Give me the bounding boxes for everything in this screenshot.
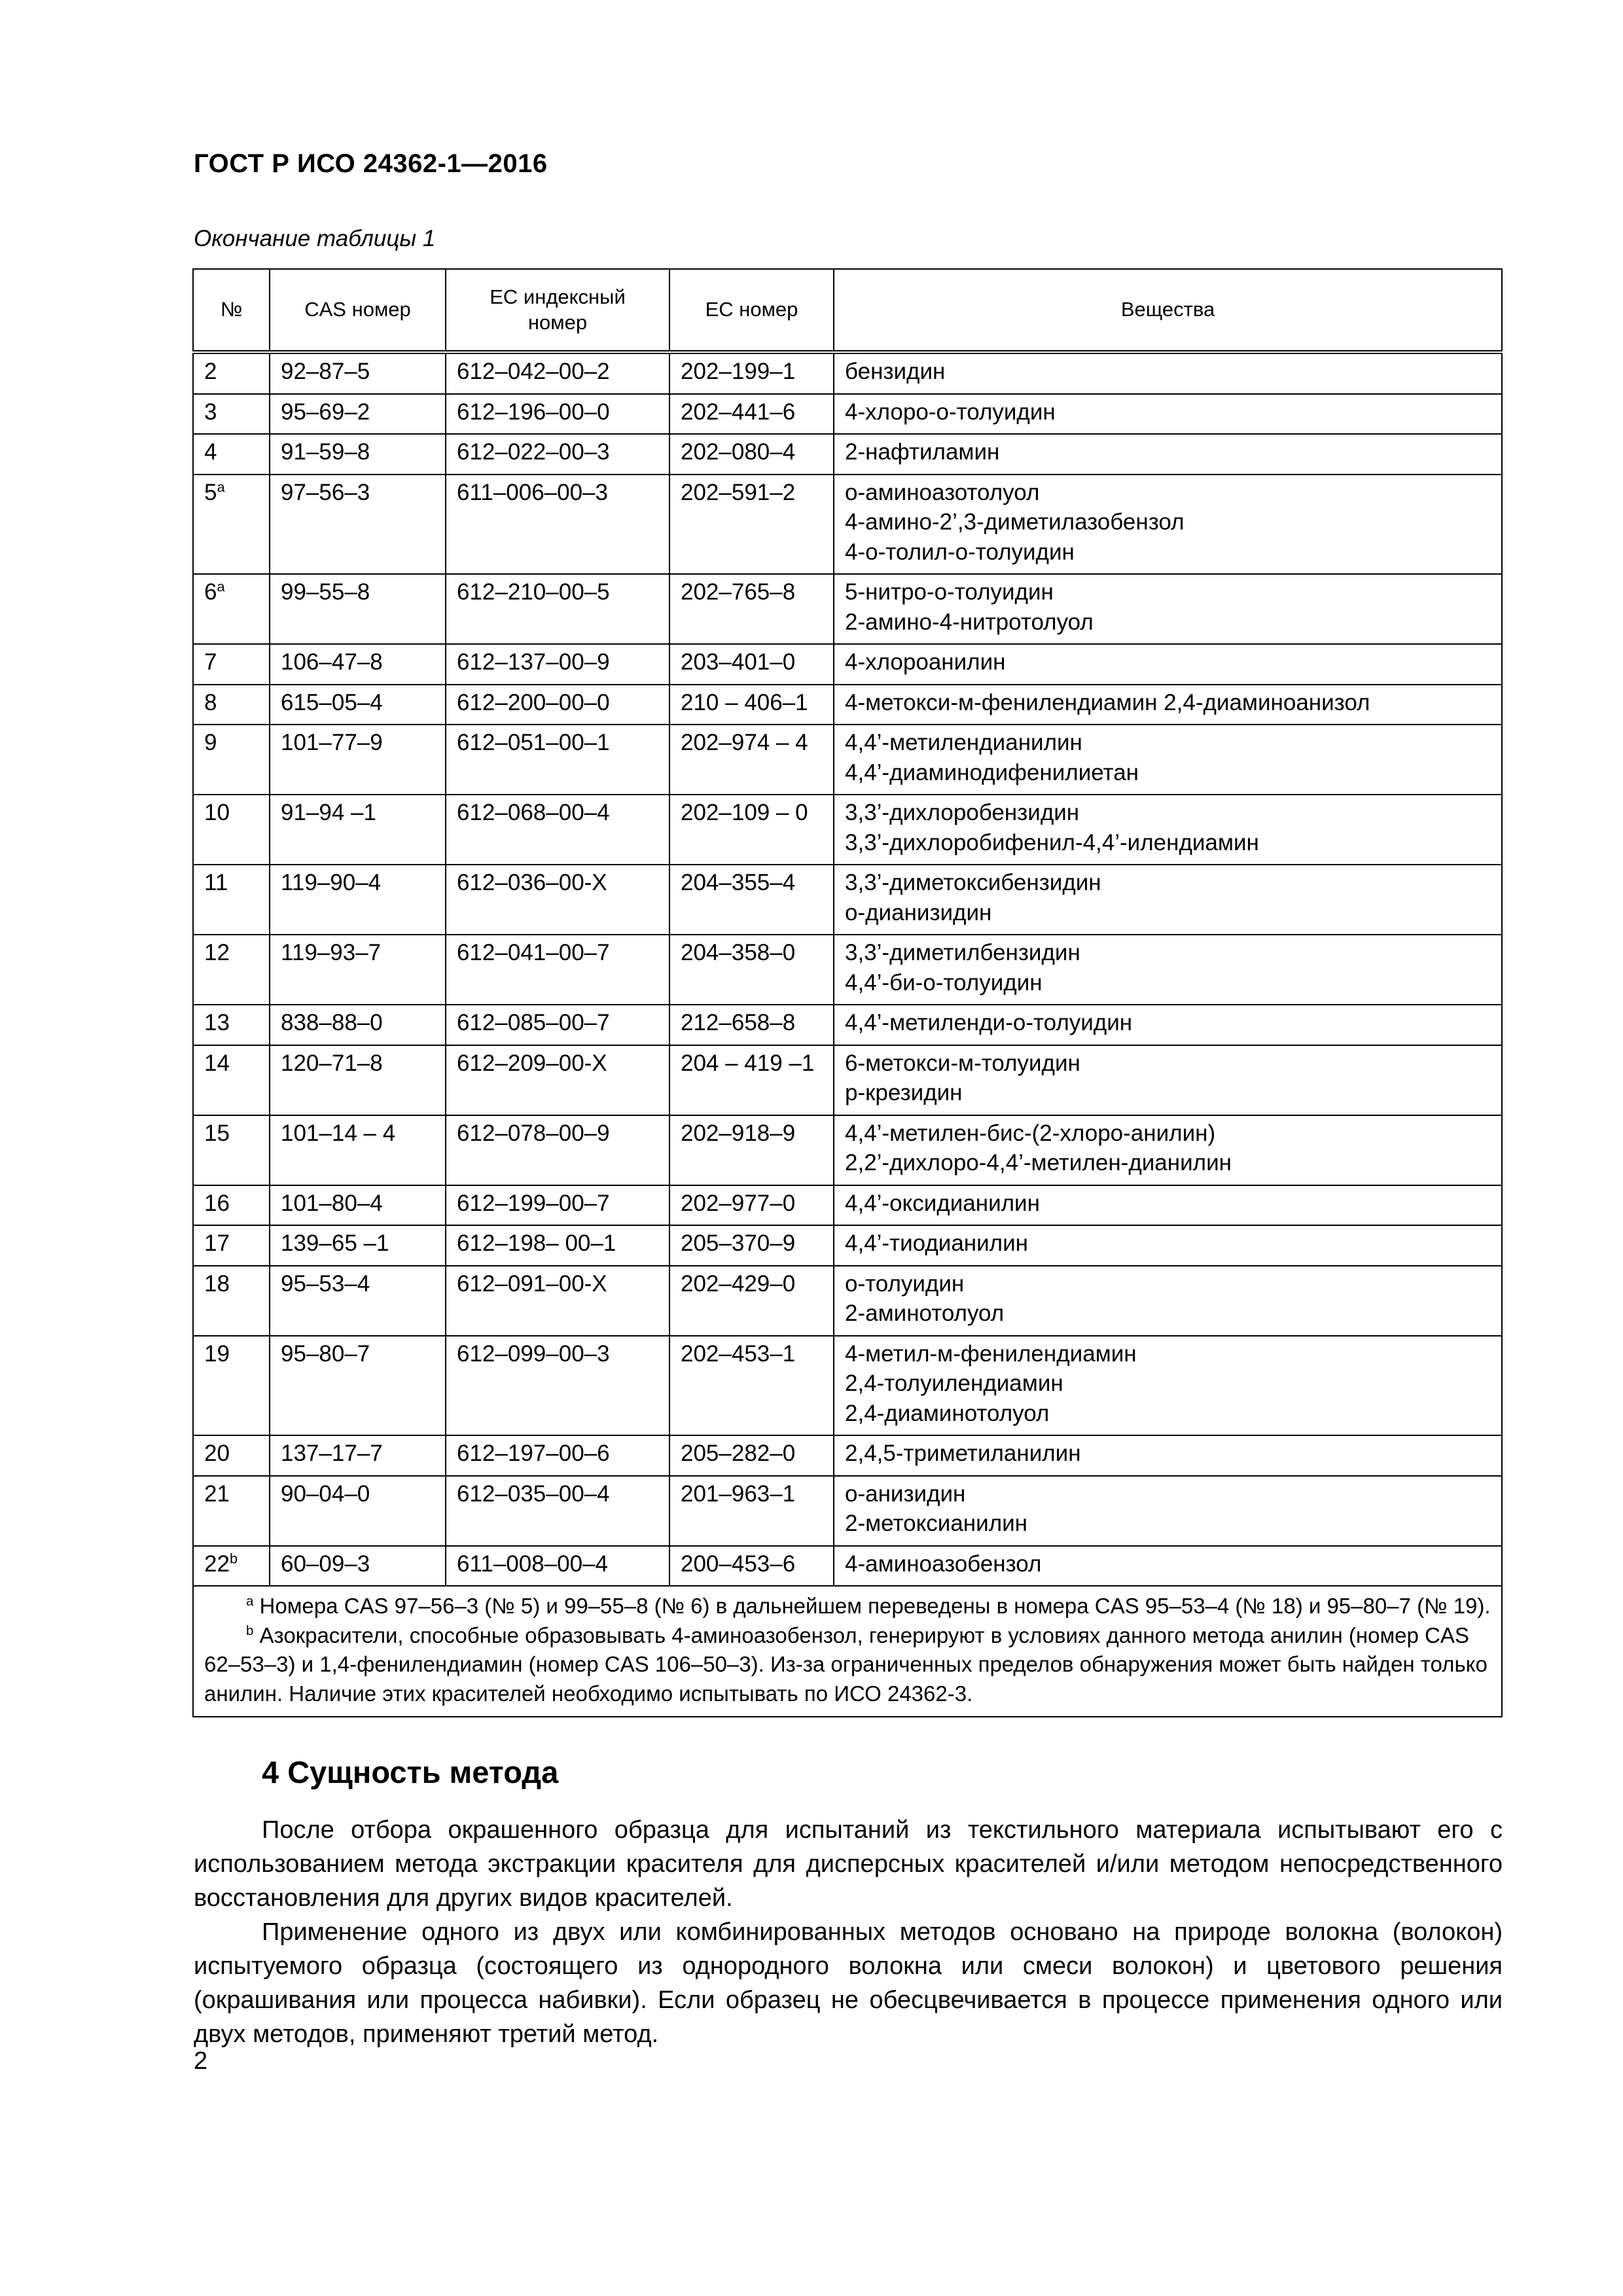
substance-name: 4,4’-би-о-толуидин [845, 969, 1043, 996]
cell-substances [834, 1266, 1502, 1336]
row-number: 13 [204, 1010, 230, 1035]
cell-substances [834, 1546, 1502, 1587]
cell-number [193, 1435, 270, 1476]
cell-cas: 97–56–3 [270, 475, 446, 575]
substance-name: 2-нафтиламин [845, 439, 1000, 465]
cell-cas: 838–88–0 [270, 1005, 446, 1045]
substance-name: 2-амино-4-нитротолуол [845, 609, 1094, 635]
table-footnotes-row [193, 1586, 1502, 1717]
cell-ec-index: 612–041–00–7 [446, 935, 669, 1005]
cell-cas: 119–90–4 [270, 865, 446, 935]
cell-ec: 202–977–0 [669, 1185, 834, 1226]
substance-name: 3,3’-диметоксибензидин [845, 870, 1101, 895]
cell-ec: 203–401–0 [669, 644, 834, 685]
cell-number [193, 1045, 270, 1115]
cell-ec-index: 611–008–00–4 [446, 1546, 669, 1587]
col-header-ec-index [446, 269, 669, 352]
row-number: 4 [204, 439, 217, 465]
document-header: ГОСТ Р ИСО 24362-1—2016 [194, 149, 548, 178]
cell-substances [834, 795, 1502, 865]
substance-name: 4-амино-2’,3-диметилазобензол [845, 509, 1185, 535]
row-footnote-mark: b [229, 1549, 238, 1566]
cell-ec: 204–355–4 [669, 865, 834, 935]
table-row [193, 1476, 1502, 1546]
table-row [193, 795, 1502, 865]
cell-ec-index: 612–036–00-X [446, 865, 669, 935]
row-footnote-mark: a [217, 578, 225, 595]
cell-substances [834, 1435, 1502, 1476]
cell-number [193, 434, 270, 475]
row-number: 8 [204, 689, 217, 715]
cell-substances [834, 1476, 1502, 1546]
cell-ec: 200–453–6 [669, 1546, 834, 1587]
substance-name: 4,4’-метиленди-о-толуидин [845, 1010, 1133, 1035]
cell-ec-index: 611–006–00–3 [446, 475, 669, 575]
cell-ec-index: 612–068–00–4 [446, 795, 669, 865]
substance-name: 4,4’-тиодианилин [845, 1230, 1028, 1256]
cell-cas: 95–80–7 [270, 1336, 446, 1436]
cell-ec-index: 612–200–00–0 [446, 685, 669, 725]
cell-substances [834, 1225, 1502, 1266]
cell-ec: 202–441–6 [669, 394, 834, 435]
substance-name: о-аминоазотолуол [845, 479, 1040, 505]
cell-ec: 210 – 406–1 [669, 685, 834, 725]
col-header-cas: CAS номер [270, 269, 446, 352]
cell-number [193, 1546, 270, 1587]
cell-ec: 202–918–9 [669, 1115, 834, 1185]
table-row [193, 644, 1502, 685]
cell-cas: 90–04–0 [270, 1476, 446, 1546]
substance-name: 4,4’-оксидианилин [845, 1190, 1040, 1216]
table-footnotes [193, 1586, 1502, 1717]
row-number: 14 [204, 1050, 230, 1076]
cell-ec: 202–765–8 [669, 574, 834, 644]
substance-name: 2-метоксианилин [845, 1511, 1027, 1536]
table-caption: Окончание таблицы 1 [194, 226, 436, 251]
cell-ec-index: 612–022–00–3 [446, 434, 669, 475]
row-number: 22 [204, 1551, 230, 1577]
substance-name: 4-о-толил-о-толуидин [845, 539, 1075, 565]
row-number: 6 [204, 579, 217, 605]
substance-name: о-анизидин [845, 1480, 966, 1507]
table-row [193, 1266, 1502, 1336]
row-number: 10 [204, 800, 230, 825]
table-row [193, 865, 1502, 935]
substance-name: 3,3’-дихлоробензидин [845, 800, 1080, 825]
cell-number [193, 1336, 270, 1436]
cell-substances [834, 685, 1502, 725]
cell-number [193, 394, 270, 435]
cell-ec-index: 612–210–00–5 [446, 574, 669, 644]
substance-name: 2,4-толуилендиамин [845, 1371, 1063, 1396]
row-number: 5 [204, 479, 217, 505]
cell-cas: 101–80–4 [270, 1185, 446, 1226]
row-number: 7 [204, 649, 217, 675]
cell-ec-index: 612–085–00–7 [446, 1005, 669, 1045]
paragraph-1: После отбора окрашенного образца для испытаний из текстильного материала испытывают его с использованием метода экстракции красителя для дисперсных красителей и/или методом непосредственного восстановления для других видов красителей. [194, 1816, 1503, 1912]
cell-substances [834, 434, 1502, 475]
footnote-b-mark: b [246, 1623, 254, 1638]
substance-name: о-толуидин [845, 1270, 965, 1297]
substance-name: 4-метокси-м-фенилендиамин 2,4-диаминоанизол [845, 689, 1370, 715]
cell-number [193, 865, 270, 935]
cell-ec-index: 612–091–00-X [446, 1266, 669, 1336]
cell-substances [834, 1115, 1502, 1185]
row-number: 9 [204, 730, 217, 755]
table-row [193, 1546, 1502, 1587]
table-row [193, 434, 1502, 475]
cell-cas: 95–69–2 [270, 394, 446, 435]
cell-ec: 205–370–9 [669, 1225, 834, 1266]
table-row [193, 1435, 1502, 1476]
substance-name: 2-аминотолуол [845, 1300, 1005, 1326]
section-body [194, 1813, 1503, 2051]
cell-number [193, 795, 270, 865]
cell-ec: 204 – 419 –1 [669, 1045, 834, 1115]
col-header-ec-index-label: ЕС индексный номер [490, 285, 626, 334]
row-number: 2 [204, 359, 217, 384]
table-row [193, 1185, 1502, 1226]
substance-name: 6-метокси-м-толуидин [845, 1050, 1080, 1076]
cell-cas: 139–65 –1 [270, 1225, 446, 1266]
row-footnote-mark: a [217, 478, 225, 495]
cell-substances [834, 865, 1502, 935]
col-header-ec: ЕС номер [669, 269, 834, 352]
cell-ec-index: 612–078–00–9 [446, 1115, 669, 1185]
cell-number [193, 1185, 270, 1226]
cell-ec-index: 612–199–00–7 [446, 1185, 669, 1226]
cell-number [193, 352, 270, 394]
footnote-a-mark: a [246, 1594, 254, 1609]
cell-ec-index: 612–042–00–2 [446, 352, 669, 394]
cell-substances [834, 352, 1502, 394]
cell-cas: 120–71–8 [270, 1045, 446, 1115]
cell-ec-index: 612–198– 00–1 [446, 1225, 669, 1266]
cell-substances [834, 725, 1502, 795]
substance-name: 4,4’-диаминодифенилиетан [845, 759, 1139, 785]
col-header-substances: Вещества [834, 269, 1502, 352]
substance-name: 4-метил-м-фенилендиамин [845, 1340, 1137, 1367]
cell-number [193, 1266, 270, 1336]
table-row [193, 1005, 1502, 1045]
cell-number [193, 1476, 270, 1546]
table-row [193, 574, 1502, 644]
substance-name: 4-аминоазобензол [845, 1551, 1042, 1577]
footnote-a [204, 1592, 1491, 1621]
cell-ec-index: 612–137–00–9 [446, 644, 669, 685]
row-number: 16 [204, 1190, 230, 1216]
cell-substances [834, 1336, 1502, 1436]
col-header-number: № [193, 269, 270, 352]
cell-substances [834, 1045, 1502, 1115]
cell-substances [834, 394, 1502, 435]
row-number: 21 [204, 1480, 230, 1507]
cell-ec-index: 612–209–00-X [446, 1045, 669, 1115]
cell-substances [834, 475, 1502, 575]
cell-number [193, 644, 270, 685]
cell-substances [834, 574, 1502, 644]
cell-cas: 60–09–3 [270, 1546, 446, 1587]
cell-substances [834, 644, 1502, 685]
footnote-b [204, 1621, 1491, 1709]
table-row [193, 394, 1502, 435]
cell-cas: 91–94 –1 [270, 795, 446, 865]
cell-number [193, 574, 270, 644]
cell-cas: 101–14 – 4 [270, 1115, 446, 1185]
substance-name: 3,3’-дихлоробифенил-4,4’-илендиамин [845, 829, 1259, 855]
row-number: 19 [204, 1340, 230, 1367]
cell-substances [834, 1185, 1502, 1226]
table-row [193, 685, 1502, 725]
row-number: 11 [204, 870, 228, 895]
cell-cas: 99–55–8 [270, 574, 446, 644]
cell-ec: 202–429–0 [669, 1266, 834, 1336]
table-row [193, 1045, 1502, 1115]
cell-number [193, 935, 270, 1005]
substance-name: 2,2’-дихлоро-4,4’-метилен-дианилин [845, 1150, 1232, 1175]
cell-ec-index: 612–051–00–1 [446, 725, 669, 795]
substance-name: 2,4-диаминотолуол [845, 1400, 1050, 1426]
cell-cas: 91–59–8 [270, 434, 446, 475]
substance-name: 4-хлоро-о-толуидин [845, 399, 1056, 425]
cell-ec-index: 612–099–00–3 [446, 1336, 669, 1436]
cell-ec: 202–591–2 [669, 475, 834, 575]
table-row [193, 935, 1502, 1005]
cell-ec-index: 612–196–00–0 [446, 394, 669, 435]
section-title: 4 Сущность метода [262, 1755, 559, 1789]
cell-substances [834, 1005, 1502, 1045]
cell-number [193, 725, 270, 795]
cell-number [193, 1115, 270, 1185]
substance-name: р-крезидин [845, 1080, 963, 1105]
cell-ec: 202–199–1 [669, 352, 834, 394]
row-number: 15 [204, 1120, 230, 1146]
substance-name: 2,4,5-триметиланилин [845, 1441, 1081, 1466]
footnote-b-text: Азокрасители, способные образовывать 4-аминоазобензол, генерируют в условиях данного метода анилин (номер CAS 62–53–3) и 1,4-фенилендиамин (номер CAS 106–50–3). Из-за ограниченных пределов обнаружения может быть найден только анилин. Наличие этих красителей необходимо испытывать по ИСО 24362-3. [204, 1623, 1488, 1706]
cell-ec: 202–974 – 4 [669, 725, 834, 795]
cell-ec: 205–282–0 [669, 1435, 834, 1476]
table-row [193, 352, 1502, 394]
cell-ec: 212–658–8 [669, 1005, 834, 1045]
table-row [193, 1336, 1502, 1436]
substance-name: 3,3’-диметилбензидин [845, 940, 1080, 965]
cell-ec: 204–358–0 [669, 935, 834, 1005]
table-header-row [193, 269, 1502, 352]
substance-name: 4,4’-метилен-бис-(2-хлоро-анилин) [845, 1120, 1216, 1146]
table-body [193, 352, 1502, 1586]
cell-number [193, 1225, 270, 1266]
row-number: 17 [204, 1230, 230, 1256]
cell-cas: 615–05–4 [270, 685, 446, 725]
cell-cas: 92–87–5 [270, 352, 446, 394]
cell-ec: 201–963–1 [669, 1476, 834, 1546]
cell-number [193, 1005, 270, 1045]
substance-name: 5-нитро-о-толуидин [845, 579, 1054, 605]
table-row [193, 475, 1502, 575]
row-number: 18 [204, 1270, 230, 1297]
substance-name: 4-хлороанилин [845, 649, 1006, 675]
table-row [193, 725, 1502, 795]
cell-ec: 202–109 – 0 [669, 795, 834, 865]
cell-cas: 106–47–8 [270, 644, 446, 685]
cell-ec: 202–080–4 [669, 434, 834, 475]
cell-cas: 119–93–7 [270, 935, 446, 1005]
cell-cas: 95–53–4 [270, 1266, 446, 1336]
row-number: 3 [204, 399, 217, 425]
cell-number [193, 685, 270, 725]
page-number: 2 [194, 2047, 208, 2075]
cell-ec-index: 612–035–00–4 [446, 1476, 669, 1546]
cell-ec: 202–453–1 [669, 1336, 834, 1436]
substances-table [192, 268, 1503, 1717]
row-number: 12 [204, 940, 230, 965]
cell-cas: 137–17–7 [270, 1435, 446, 1476]
table-row [193, 1115, 1502, 1185]
substance-name: о-дианизидин [845, 899, 992, 925]
row-number: 20 [204, 1441, 230, 1466]
paragraph-2: Применение одного из двух или комбинированных методов основано на природе волокна (волокон) испытуемого образца (состоящего из однородного волокна или смеси волокон) и цветового решения (окрашивания или процесса набивки). Если образец не обесцвечивается в процессе применения одного или двух методов, применяют третий метод. [194, 1918, 1503, 2048]
cell-ec-index: 612–197–00–6 [446, 1435, 669, 1476]
substance-name: 4,4’-метилендианилин [845, 730, 1082, 755]
cell-number [193, 475, 270, 575]
cell-cas: 101–77–9 [270, 725, 446, 795]
table-row [193, 1225, 1502, 1266]
substance-name: бензидин [845, 359, 946, 384]
footnote-a-text: Номера CAS 97–56–3 (№ 5) и 99–55–8 (№ 6) в дальнейшем переведены в номера CAS 95–53–4 (№ 18) и 95–80–7 (№ 19). [253, 1594, 1491, 1618]
cell-substances [834, 935, 1502, 1005]
